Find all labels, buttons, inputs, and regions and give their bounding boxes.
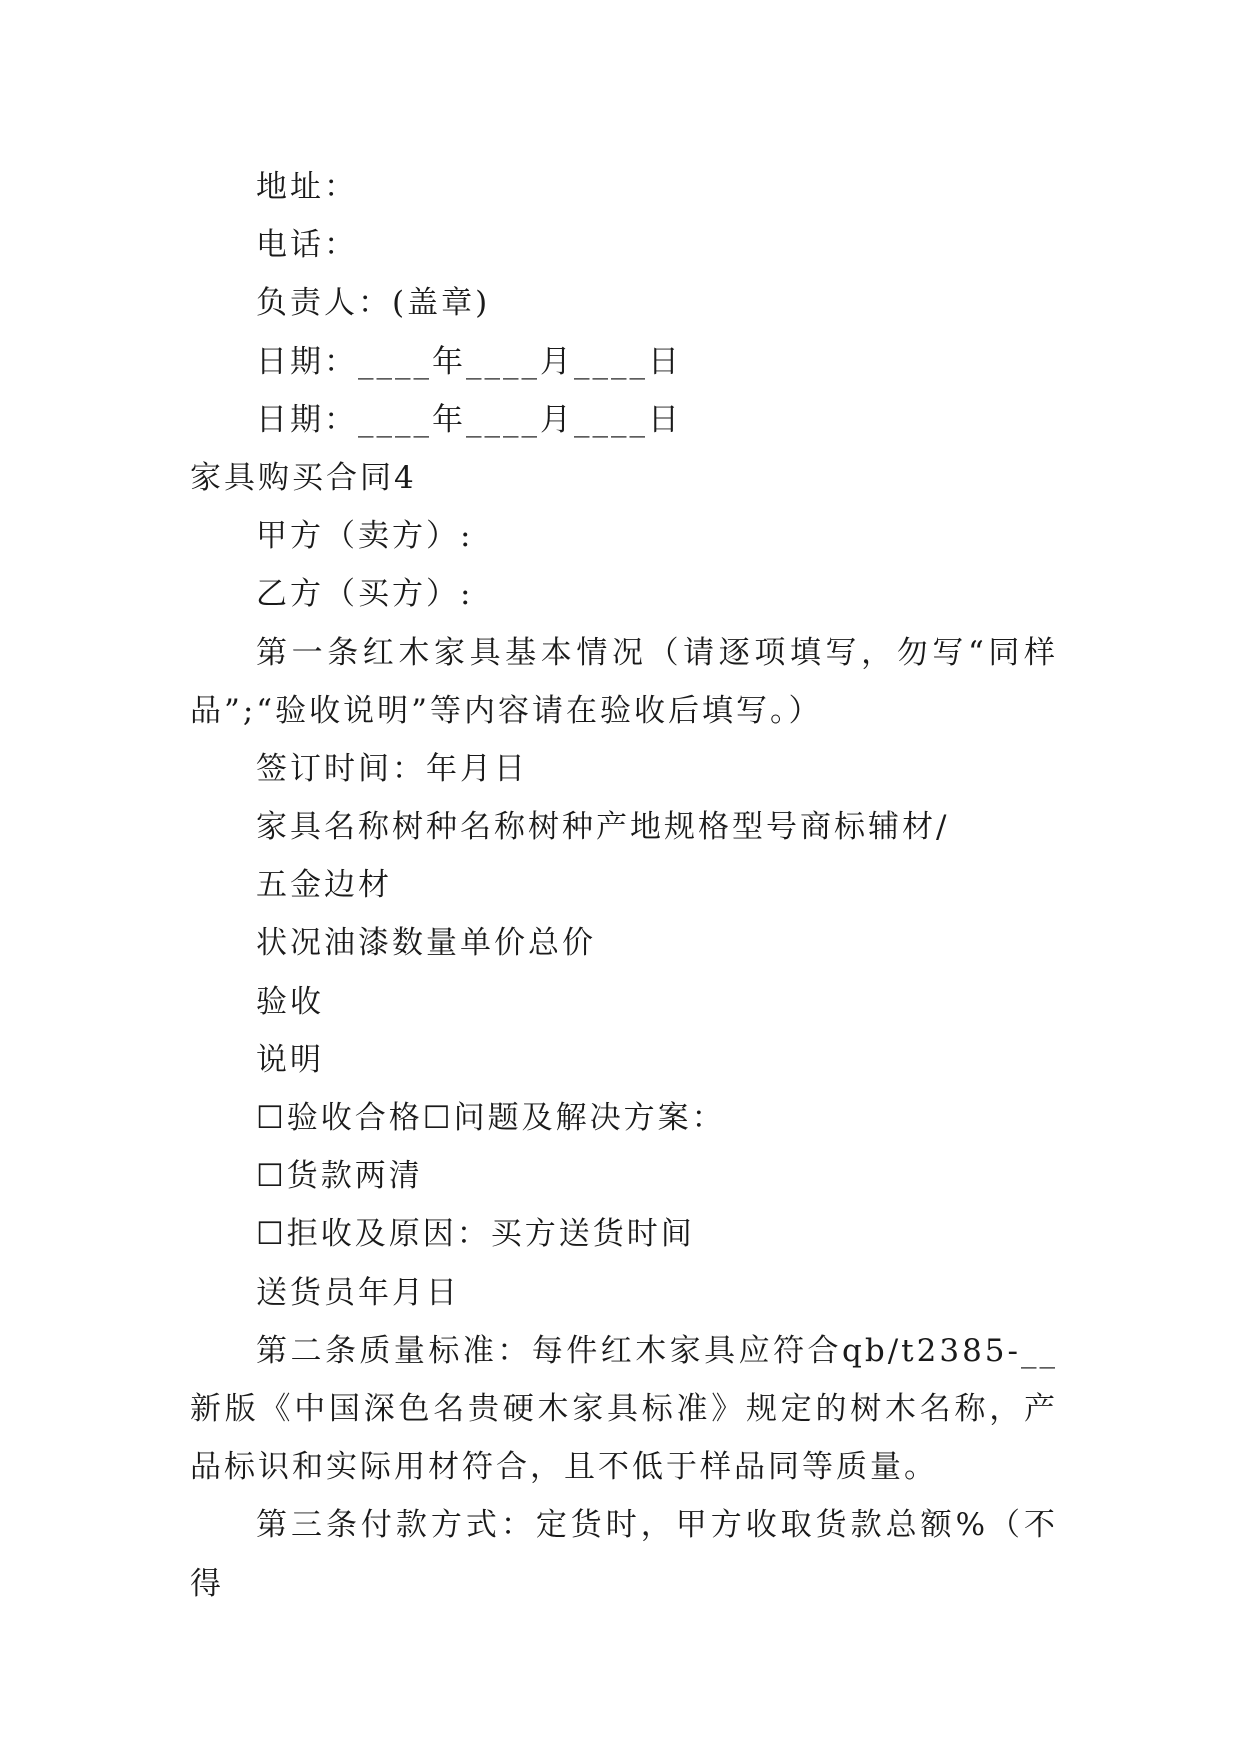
date-line-2: 日期：____年____月____日 xyxy=(256,401,682,438)
deliveryman-line: 送货员年月日 xyxy=(256,1274,460,1311)
article-3-paragraph: 第三条付款方式：定货时，甲方收取货款总额%（不得 xyxy=(190,1507,1058,1602)
hardware-line: 五金边材 xyxy=(256,867,392,904)
rejection-line: ☐拒收及原因：买方送货时间 xyxy=(256,1216,695,1253)
explanation-line: 说明 xyxy=(256,1041,324,1078)
furniture-fields-line: 家具名称树种名称树种产地规格型号商标辅材/ xyxy=(256,809,950,846)
phone-line: 电话： xyxy=(256,227,358,264)
payment-settled-line: ☐货款两清 xyxy=(256,1158,423,1195)
document-body xyxy=(190,158,1058,1613)
responsible-person-line: 负责人：(盖章) xyxy=(256,285,491,322)
acceptance-checkbox-line: ☐验收合格☐问题及解决方案： xyxy=(256,1100,726,1137)
acceptance-line: 验收 xyxy=(256,983,324,1020)
article-2-paragraph: 第二条质量标准：每件红木家具应符合qb/t2385-__新版《中国深色名贵硬木家具标准》规定的树木名称，产品标识和实际用材符合，且不低于样品同等质量。 xyxy=(190,1332,1058,1486)
party-a-line: 甲方（卖方）: xyxy=(256,518,474,555)
date-line-1: 日期：____年____月____日 xyxy=(256,343,682,380)
party-b-line: 乙方（买方）: xyxy=(256,576,474,613)
contract-title: 家具购买合同4 xyxy=(190,459,417,496)
signing-time-line: 签订时间：年月日 xyxy=(256,750,528,787)
status-fields-line: 状况油漆数量单价总价 xyxy=(256,925,596,962)
address-line: 地址： xyxy=(256,169,358,205)
article-1-paragraph: 第一条红木家具基本情况（请逐项填写，勿写“同样品”;“验收说明”等内容请在验收后填写。） xyxy=(190,634,1058,729)
